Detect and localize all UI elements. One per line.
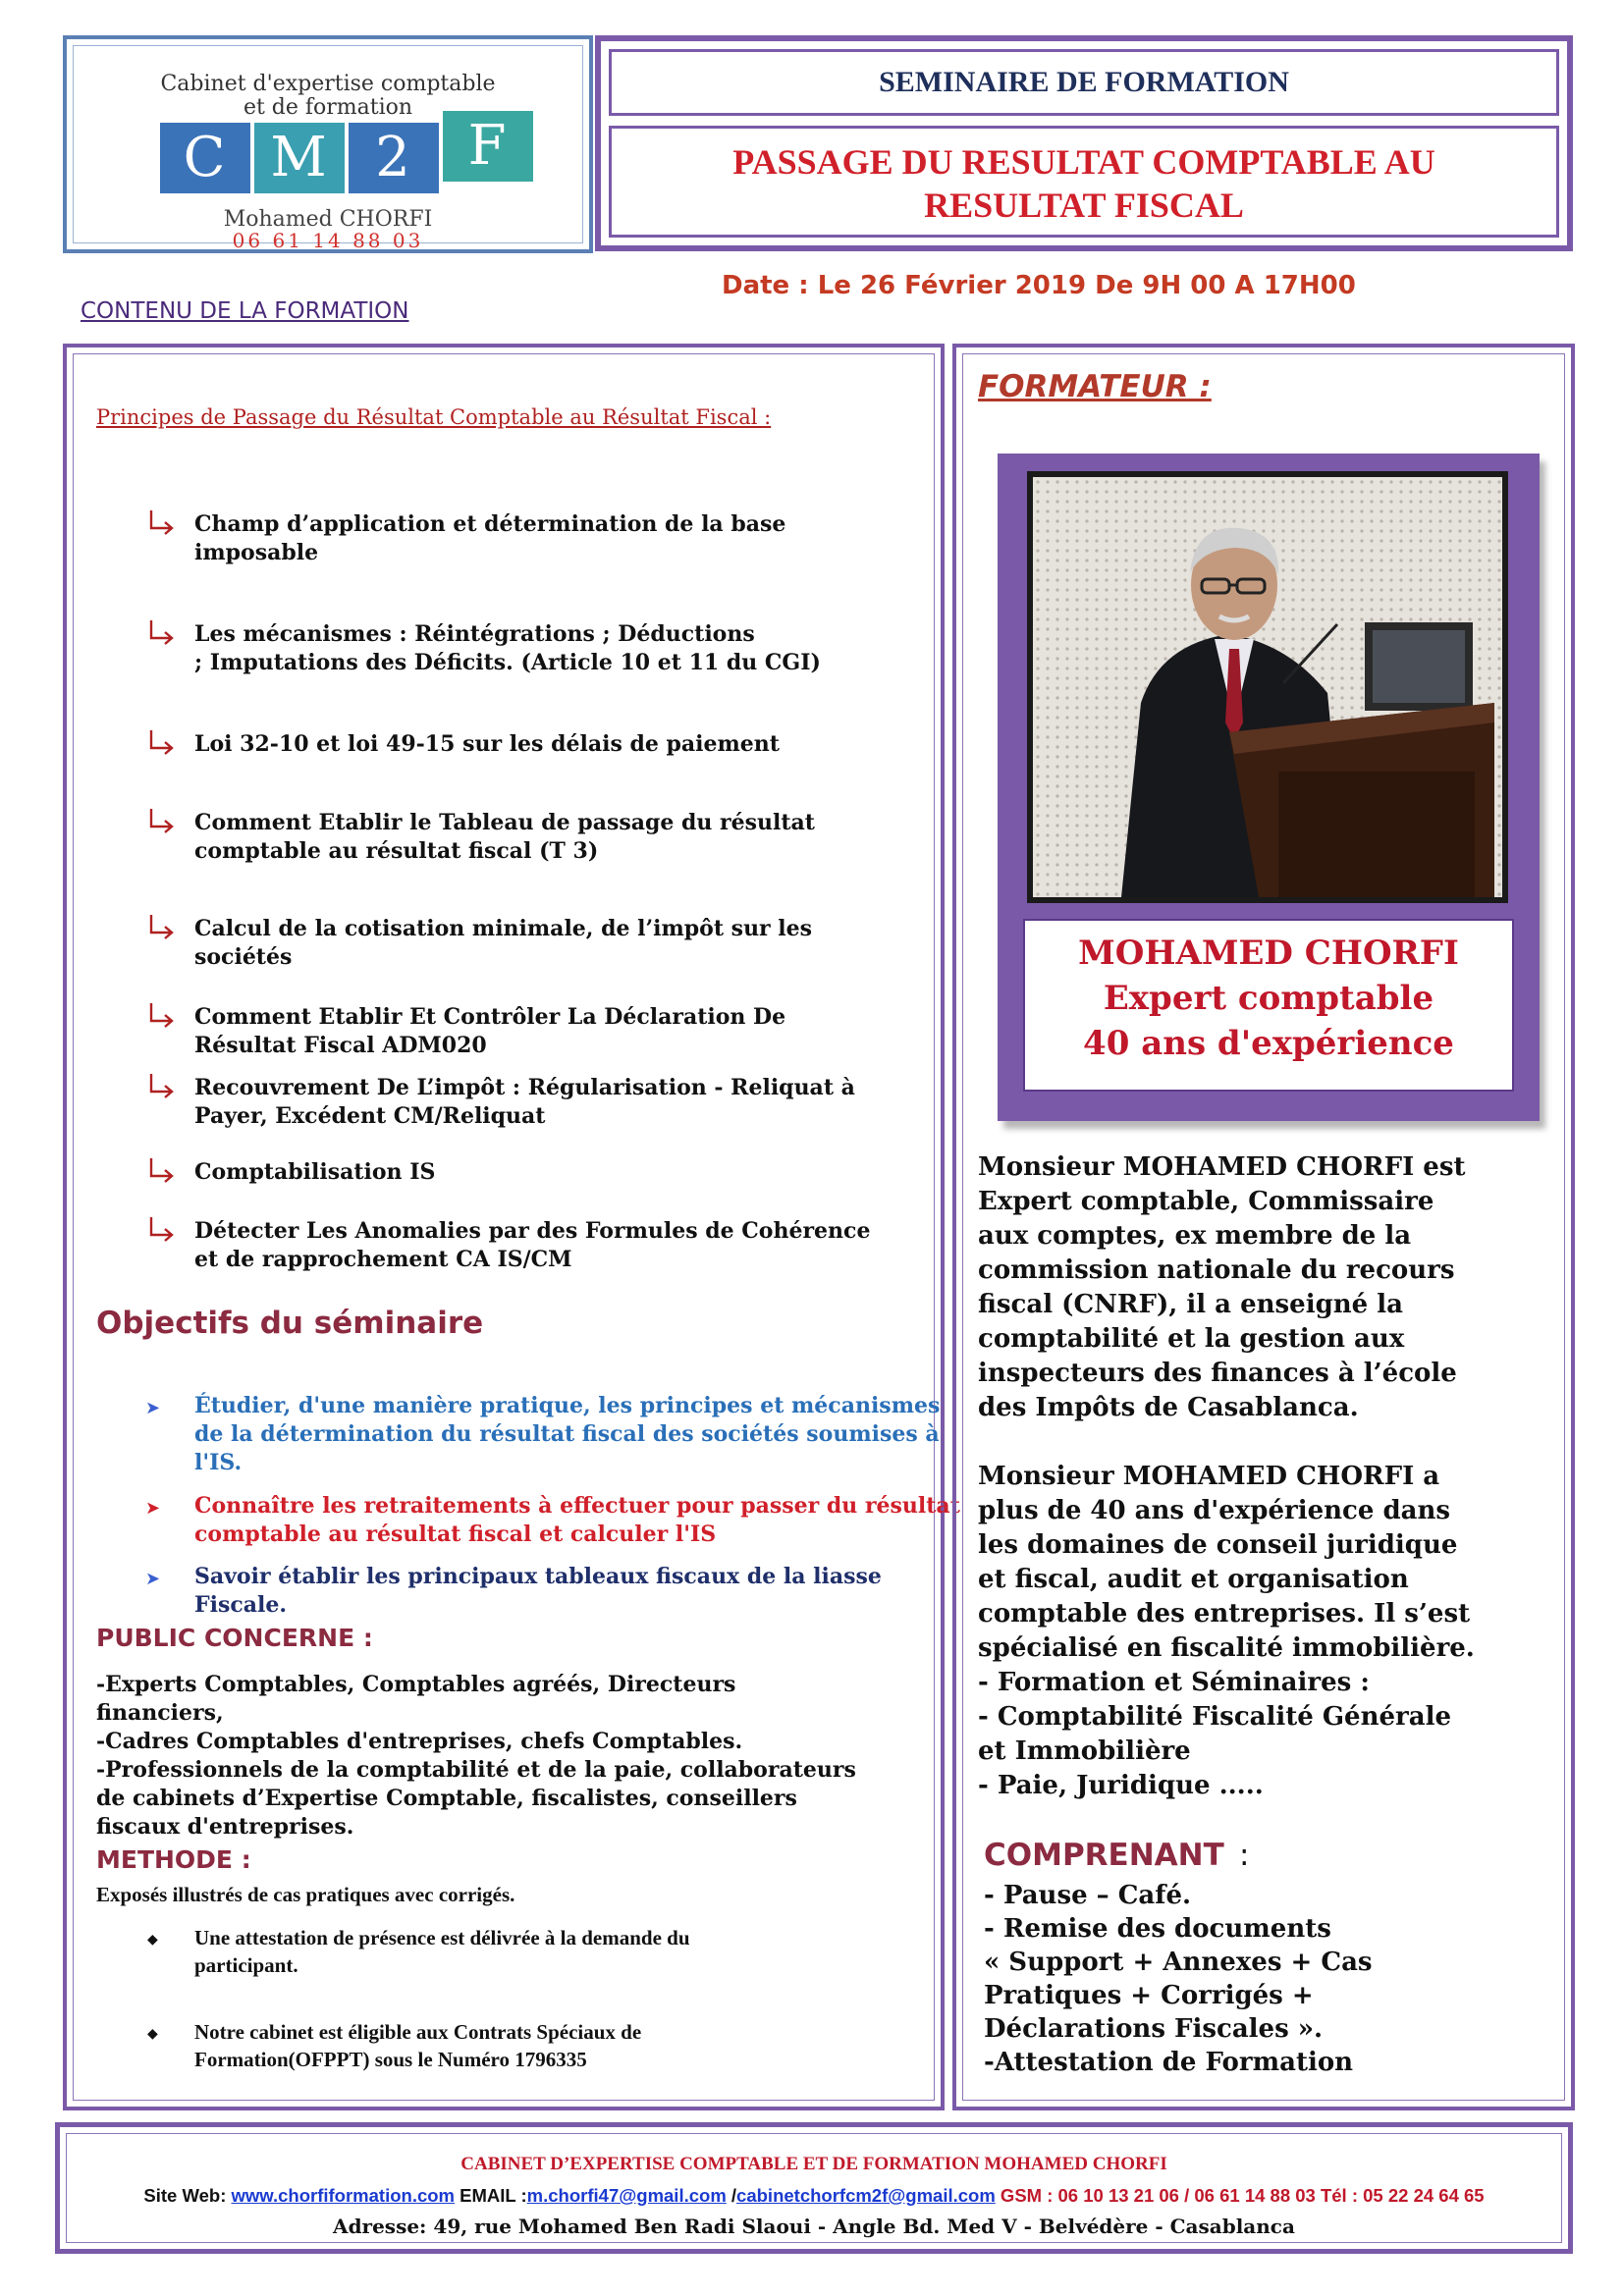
arrowhead-icon: ➤	[145, 1498, 161, 1519]
email-label: EMAIL :	[455, 2185, 527, 2206]
hook-arrow-icon	[145, 1070, 181, 1105]
public-text: -Experts Comptables, Comptables agréés, Directeurs financiers, -Cadres Comptables d'entreprises, chefs Comptables. -Professionnels de la comptabilité et de la paie, collaborateurs de cabinets d’Expertise Comptable, fiscalistes, conseillers fiscaux d'entreprises.	[96, 1672, 856, 1840]
arrowhead-icon: ➤	[145, 1569, 161, 1589]
hook-arrow-icon	[145, 999, 181, 1035]
logo-tagline-1: Cabinet d'expertise comptable	[160, 72, 496, 96]
formateur-bio: Monsieur MOHAMED CHORFI est Expert comptable, Commissaire aux comptes, ex membre de la commission nationale du recours fiscal (CNRF), il a enseigné la comptabilité et la gestion aux inspecteurs des finances à l’école des Impôts de Casablanca. Monsieur MOHAMED CHORFI a plus de 40 ans d'expérience dans les domaines de conseil juridique et fiscal, audit et organisation comptable des entreprises. Il s’est spécialisé en fiscalité immobilière. - Formation et Séminaires : - Comptabilité Fiscalité Générale et Immobilière - Paie, Juridique .....	[978, 1152, 1475, 1800]
phone-numbers: GSM : 06 10 13 21 06 / 06 61 14 88 03 Tél : 05 22 24 64 65	[995, 2185, 1485, 2206]
hook-arrow-icon	[145, 507, 181, 542]
logo-mark	[160, 114, 533, 203]
hook-arrow-icon	[145, 805, 181, 840]
seminar-label: SEMINAIRE DE FORMATION	[609, 49, 1559, 116]
content-item-text: Comment Etablir le Tableau de passage du résultat comptable au résultat fiscal (T 3)	[194, 810, 815, 864]
content-item-text: Comment Etablir Et Contrôler La Déclaration De Résultat Fiscal ADM020	[194, 1004, 786, 1058]
content-item-text: Loi 32-10 et loi 49-15 sur les délais de paiement	[194, 731, 780, 757]
formateur-photo	[1027, 471, 1508, 903]
formateur-card	[998, 454, 1540, 1121]
public-heading: PUBLIC CONCERNE :	[96, 1624, 373, 1652]
seminar-title-line-2: RESULTAT FISCAL	[924, 186, 1244, 225]
website-link[interactable]: www.chorfiformation.com	[231, 2185, 455, 2206]
logo-box	[63, 35, 593, 253]
comprenant-list: - Pause – Café. - Remise des documents « Support + Annexes + Cas Pratiques + Corrigés + Déclarations Fiscales ». -Attestation de Formation	[984, 1881, 1373, 2077]
email-separator: /	[726, 2185, 737, 2206]
email-link[interactable]: m.chorfi47@gmail.com	[526, 2185, 727, 2206]
footer-title: CABINET D’EXPERTISE COMPTABLE ET DE FORMATION MOHAMED CHORFI	[460, 2154, 1167, 2174]
logo-phone: 06 61 14 88 03	[232, 229, 424, 252]
logo-owner-name: Mohamed CHORFI	[223, 207, 433, 232]
content-item-text: Recouvrement De L’impôt : Régularisation - Reliquat à Payer, Excédent CM/Reliquat	[194, 1075, 855, 1129]
methode-item: Notre cabinet est éligible aux Contrats Spéciaux de Formation(OFPPT) sous le Numéro 1796335	[194, 2020, 642, 2071]
logo	[73, 45, 583, 252]
content-item-text: Détecter Les Anomalies par des Formules de Cohérence et de rapprochement CA IS/CM	[194, 1218, 871, 1272]
logo-letter-2: 2	[349, 123, 439, 193]
formateur-heading: FORMATEUR :	[978, 369, 1212, 404]
content-item-text: Calcul de la cotisation minimale, de l’impôt sur les sociétés	[194, 916, 813, 970]
objectif-text: Connaître les retraitements à effectuer pour passer du résultat comptable au résultat fiscal et calculer l'IS	[194, 1493, 960, 1547]
hook-arrow-icon	[145, 911, 181, 946]
arrowhead-icon: ➤	[145, 1398, 161, 1418]
logo-letter-f: F	[443, 111, 533, 182]
logo-letter-c: C	[160, 123, 250, 193]
logo-tagline-2: et de formation	[243, 95, 413, 120]
formateur-name-box	[1023, 919, 1514, 1092]
content-item-text: Les mécanismes : Réintégrations ; Déductions ; Imputations des Déficits. (Article 10 et 11 du CGI)	[194, 621, 821, 675]
hook-arrow-icon	[145, 1213, 181, 1249]
comprenant-heading: COMPRENANT	[984, 1838, 1224, 1873]
formateur-role: Expert comptable	[1103, 979, 1434, 1018]
seminar-title-line-1: PASSAGE DU RESULTAT COMPTABLE AU	[732, 142, 1435, 182]
content-item-text: Champ d’application et détermination de la base imposable	[194, 511, 786, 565]
hook-arrow-icon	[145, 616, 181, 652]
footer-address: Adresse: 49, rue Mohamed Ben Radi Slaoui - Angle Bd. Med V - Belvédère - Casablanca	[333, 2215, 1295, 2238]
formateur-experience: 40 ans d'expérience	[1083, 1024, 1454, 1063]
content-item-text: Comptabilisation IS	[194, 1159, 436, 1185]
speaker-photo-image	[1033, 477, 1502, 897]
hook-arrow-icon	[145, 726, 181, 762]
principes-heading: Principes de Passage du Résultat Comptable au Résultat Fiscal :	[96, 405, 772, 429]
site-label: Site Web:	[143, 2185, 232, 2206]
objectifs-heading: Objectifs du séminaire	[96, 1306, 484, 1341]
objectif-text: Étudier, d'une manière pratique, les principes et mécanismes de la détermination du résultat fiscal des sociétés soumises à l'IS.	[194, 1393, 941, 1475]
footer	[55, 2122, 1573, 2254]
contenu-heading: CONTENU DE LA FORMATION	[81, 298, 409, 324]
comprenant-colon: :	[1239, 1838, 1250, 1873]
diamond-bullet-icon: ◆	[147, 2026, 158, 2042]
logo-letter-m: M	[254, 123, 345, 193]
diamond-bullet-icon: ◆	[147, 1932, 158, 1948]
email-link-2[interactable]: cabinetchorfcm2f@gmail.com	[736, 2185, 996, 2206]
objectif-text: Savoir établir les principaux tableaux fiscaux de la liasse Fiscale.	[194, 1564, 882, 1618]
methode-heading: METHODE :	[96, 1845, 251, 1874]
footer-contacts	[67, 2185, 1561, 2207]
methode-intro: Exposés illustrés de cas pratiques avec corrigés.	[96, 1883, 515, 1906]
title-box	[595, 35, 1573, 251]
seminar-date: Date : Le 26 Février 2019 De 9H 00 A 17H00	[722, 271, 1356, 300]
methode-item: Une attestation de présence est délivrée à la demande du participant.	[194, 1926, 690, 1977]
seminar-title	[609, 126, 1559, 238]
formateur-name: MOHAMED CHORFI	[1078, 934, 1459, 973]
hook-arrow-icon	[145, 1154, 181, 1190]
